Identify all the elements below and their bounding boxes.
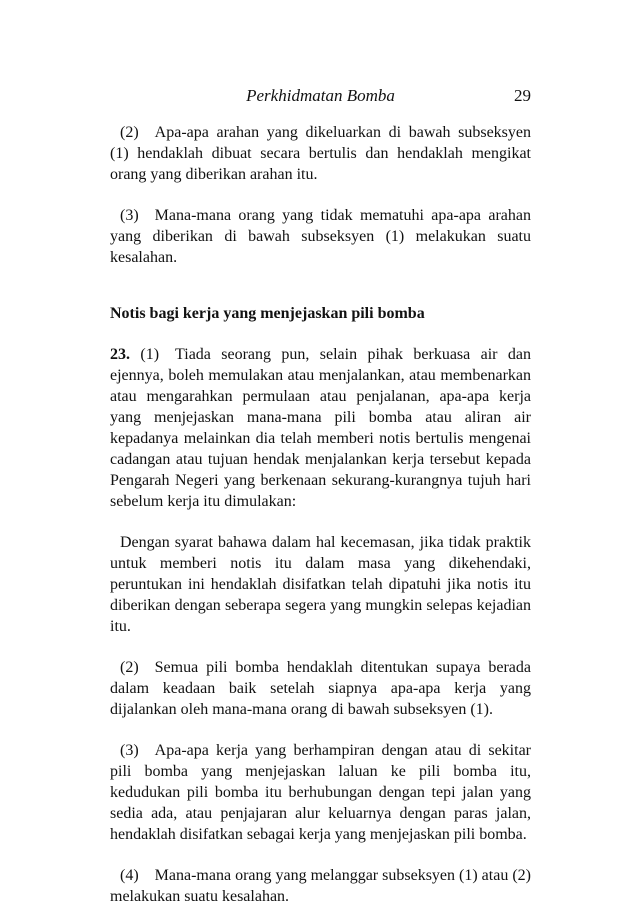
section-23-subsection-4: (4) Mana-mana orang yang melanggar subseksyen (1) atau (2) melakukan suatu kesalahan. [110,867,531,905]
section-number: 23. [110,346,130,363]
subsection-3-paragraph: (3) Mana-mana orang yang tidak mematuhi apa-apa arahan yang diberikan di bawah subseksyen (1) melakukan suatu kesalahan. [110,207,531,266]
section-23-subsection-1 [110,344,531,512]
subsection-2-paragraph: (2) Apa-apa arahan yang dikeluarkan di bawah subseksyen (1) hendaklah dibuat secara bertulis dan hendaklah mengikat orang yang diberikan arahan itu. [110,124,531,183]
proviso-paragraph: Dengan syarat bahawa dalam hal kecemasan, jika tidak praktik untuk memberi notis itu dalam masa yang dikehendaki, peruntukan ini hendaklah disifatkan telah dipatuhi jika notis itu diberikan dengan seberapa segera yang mungkin selepas kejadian itu. [110,534,531,635]
page-body [110,122,531,907]
running-title: Perkhidmatan Bomba [246,86,395,105]
section-heading: Notis bagi kerja yang menjejaskan pili bomba [110,305,425,322]
section-23-subsection-1-text: (1) Tiada seorang pun, selain pihak berkuasa air dan ejennya, boleh memulakan atau menjalankan, atau membenarkan atau mengarahkan permulaan atau penjalanan, apa-apa kerja yang menjejaskan mana-mana pili bomba atau aliran air kepadanya melainkan dia telah memberi notis bertulis mengenai cadangan atau tujuan hendak menjalankan kerja tersebut kepada Pengarah Negeri yang berkenaan sekurang-kurangnya tujuh hari sebelum kerja itu dimulakan: [110,346,531,510]
section-23-subsection-2: (2) Semua pili bomba hendaklah ditentukan supaya berada dalam keadaan baik setelah siapnya apa-apa kerja yang dijalankan oleh mana-mana orang di bawah subseksyen (1). [110,659,531,718]
page-header [110,86,531,110]
page-number: 29 [514,86,531,105]
section-23-subsection-3: (3) Apa-apa kerja yang berhampiran dengan atau di sekitar pili bomba yang menjejaskan laluan ke pili bomba itu, kedudukan pili bomba itu berhubungan dengan tepi jalan yang sedia ada, atau penjajaran alur keluarnya dengan paras jalan, hendaklah disifatkan sebagai kerja yang menjejaskan pili bomba. [110,742,531,843]
